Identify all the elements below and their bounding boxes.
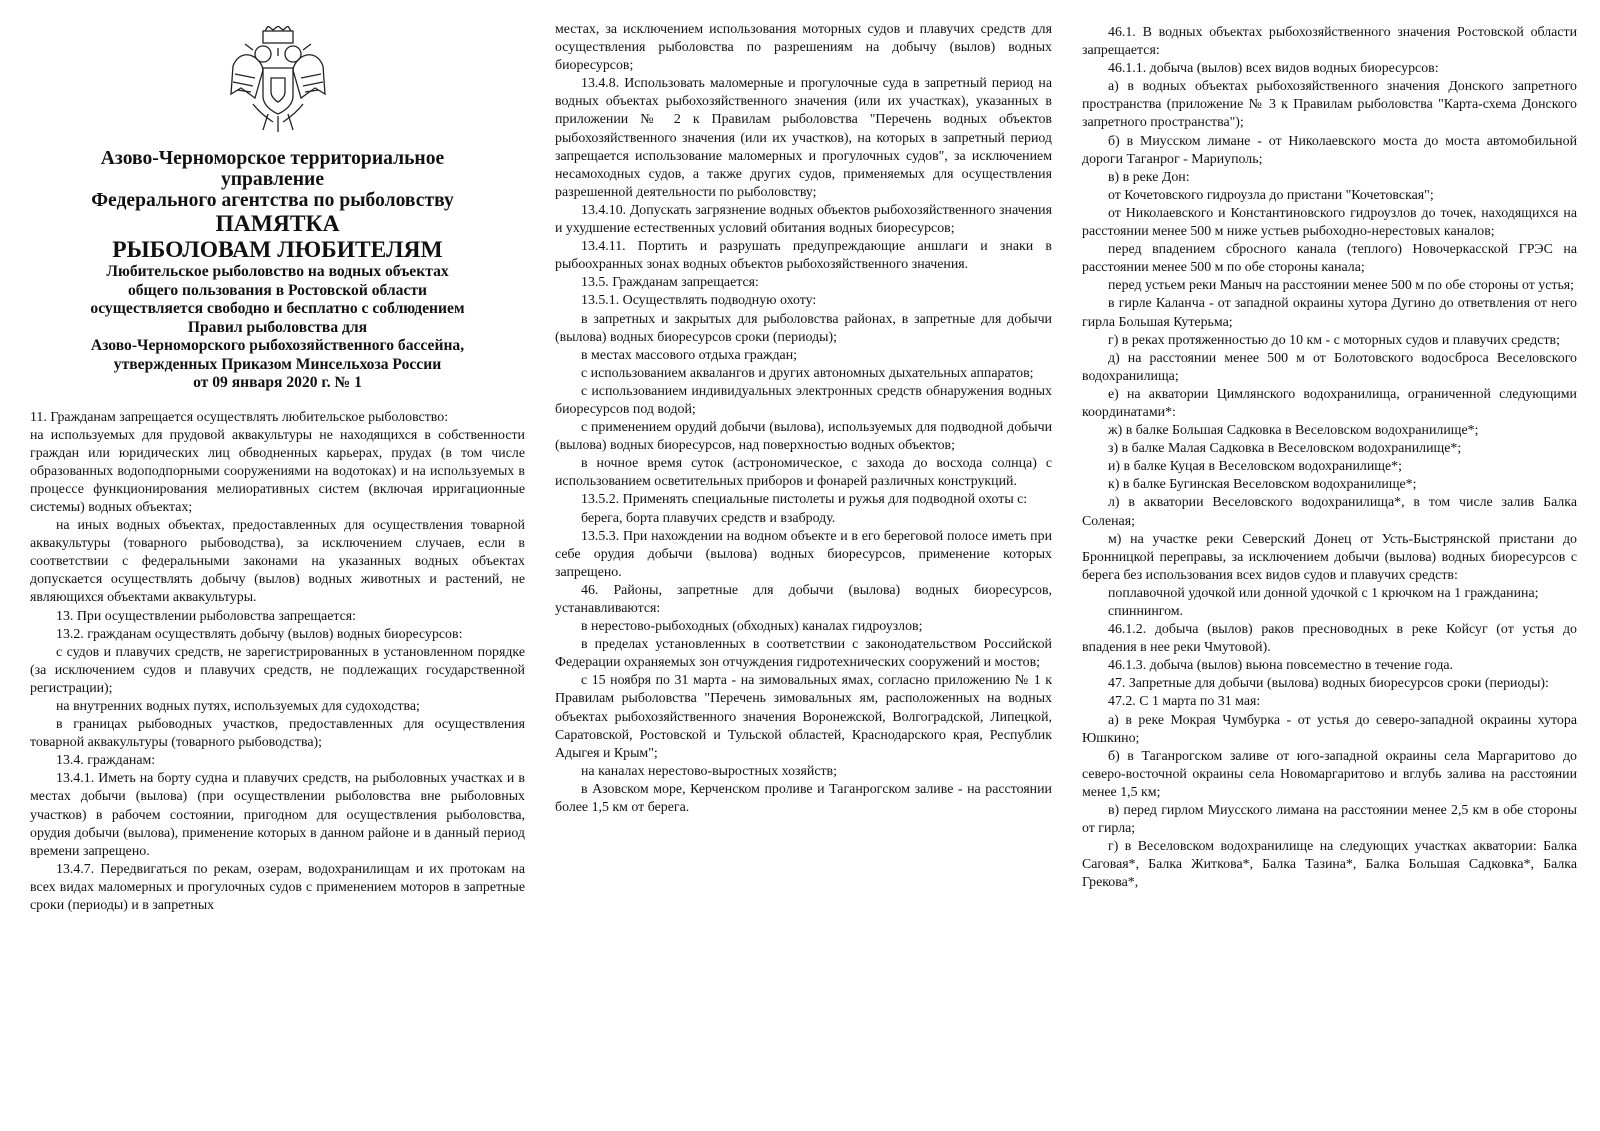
- column-3: [1082, 24, 1577, 893]
- paragraph: л) в акватории Веселовского водохранилища*, в том числе залив Балка Соленая;: [1082, 495, 1577, 529]
- paragraph: 13.5. Гражданам запрещается:: [581, 275, 759, 291]
- paragraph: на каналах нерестово-выростных хозяйств;: [581, 763, 837, 779]
- paragraph: к) в балке Бугинская Веселовском водохранилище*;: [1108, 477, 1417, 493]
- paragraph: 13.5.3. При нахождении на водном объекте и в его береговой полосе иметь при себе орудия добычи (вылова) водных биоресурсов, применение которых запрещено.: [555, 528, 1052, 580]
- paragraph: в ночное время суток (астрономическое, с захода до восхода солнца) с использованием осветительных приборов и фонарей различных конструкций.: [555, 456, 1052, 490]
- paragraph: местах, за исключением использования моторных судов и плавучих средств для осуществления рыболовства по разрешениям на добычу (вылов) водных биоресурсов;: [555, 22, 1052, 74]
- paragraph: а) в реке Мокрая Чумбурка - от устья до северо-западной окраины хутора Юшкино;: [1082, 712, 1577, 746]
- paragraph: в Азовском море, Керченском проливе и Таганрогском заливе - на расстоянии более 1,5 км от берега.: [555, 781, 1052, 816]
- paragraph: а) в водных объектах рыбохозяйственного значения Донского запретного пространства (приложение № 3 к Правилам рыболовства "Карта-схема Донского запретного пространства");: [1082, 79, 1577, 131]
- paragraph: поплавочной удочкой или донной удочкой с 1 крючком на 1 гражданина;: [1108, 585, 1539, 601]
- paragraph: в запретных и закрытых для рыболовства районах, в запретные для добычи (вылова) водных биоресурсов сроки (периоды);: [555, 311, 1052, 345]
- document-title: ПАМЯТКА РЫБОЛОВАМ ЛЮБИТЕЛЯМ: [112, 211, 443, 263]
- paragraph: на иных водных объектах, предоставленных для осуществления товарной аквакультуры (товарного рыбоводства), за исключением случаев, если в соответствии с федеральными законами на указанных водных объектах допускается осуществлять добычу (вылов) водных животных и растений, не являющихся объектами аквакультуры.: [30, 518, 525, 606]
- paragraph: 47.2. С 1 марта по 31 мая:: [1108, 694, 1261, 710]
- paragraph: 13.4.8. Использовать маломерные и прогулочные суда в запретный период на водных объектах рыбохозяйственного значения (или их участках), указанных в приложении № 2 к Правилам рыболовства "Перечень водных объектов рыбохозяйственного значения (или их участков), на которых в запретный период запрещается использование маломерных и прогулочных судов", за исключением несамоходных судов, а также других судов, применяемых для осуществления разрешенной деятельности по рыболовству;: [555, 76, 1052, 200]
- paragraph: от Кочетовского гидроузла до пристани "Кочетовская";: [1108, 187, 1434, 203]
- paragraph: с использованием аквалангов и других автономных дыхательных аппаратов;: [581, 365, 1034, 381]
- paragraph: 13.4.10. Допускать загрязнение водных объектов рыбохозяйственного значения и ухудшение естественных условий обитания водных биоресурсов;: [555, 202, 1052, 237]
- paragraph: 13.4.7. Передвигаться по рекам, озерам, водохранилищам и их протокам на всех видах маломерных и прогулочных судов с применением моторов в запретные сроки (периоды) и в запретных: [30, 861, 525, 914]
- paragraph: 11. Гражданам запрещается осуществлять любительское рыболовство:: [30, 409, 449, 425]
- paragraph: ж) в балке Большая Садковка в Веселовском водохранилище*;: [1108, 423, 1479, 439]
- paragraph: 46.1.2. добыча (вылов) раков пресноводных в реке Койсуг (от устья до впадения в нее реки Чмутовой).: [1082, 622, 1577, 656]
- column-1: [30, 22, 525, 915]
- paragraph: 13.2. гражданам осуществлять добычу (вылов) водных биоресурсов:: [56, 626, 463, 642]
- russian-coat-of-arms-icon: [223, 26, 333, 134]
- paragraph: е) на акватории Цимлянского водохранилища, ограниченной следующими координатами*:: [1082, 386, 1577, 420]
- paragraph: 13.4.11. Портить и разрушать предупреждающие аншлаги и знаки в рыбоохранных зонах водных объектов рыбохозяйственного значения.: [555, 239, 1052, 273]
- paragraph: 46.1. В водных объектах рыбохозяйственного значения Ростовской области запрещается:: [1082, 25, 1577, 59]
- paragraph: на используемых для прудовой аквакультуры не находящихся в собственности граждан или юридических лиц обводненных карьерах, прудах (в том числе образованных водоподпорными сооружениями на водотоках) и на используемых в процессе функционирования мелиоративных систем (включая ирригационные системы) водных объектах;: [30, 427, 525, 515]
- org-name: Азово-Черноморское территориальное управление Федерального агентства по рыболовству: [91, 148, 454, 211]
- paragraph: 13. При осуществлении рыболовства запрещается:: [56, 608, 357, 624]
- paragraph: 46.1.1. добыча (вылов) всех видов водных биоресурсов:: [1108, 61, 1439, 77]
- paragraph: в) перед гирлом Миусского лимана на расстоянии менее 2,5 км в обе стороны от гирла;: [1082, 803, 1577, 837]
- paragraph: в границах рыбоводных участков, предоставленных для осуществления товарной аквакультуры (товарного рыбоводства);: [30, 717, 525, 751]
- document-subtitle: Любительское рыболовство на водных объектах общего пользования в Ростовской области осуществляется свободно и бесплатно с соблюдением Правил рыболовства для Азово-Черноморского рыбохозяйственного бассейна, утвержденных Приказом Минсельхоза России от 09 января 2020 г. № 1: [90, 263, 465, 391]
- paragraph: с использованием индивидуальных электронных средств обнаружения водных биоресурсов под водой;: [555, 383, 1052, 417]
- paragraph: 46. Районы, запретные для добычи (вылова) водных биоресурсов, устанавливаются:: [555, 582, 1052, 616]
- paragraph: в гирле Каланча - от западной окраины хутора Дугино до ответвления от него гирла Большая Кутерьма;: [1082, 296, 1577, 330]
- paragraph: спиннингом.: [1108, 604, 1184, 619]
- paragraph: г) в Веселовском водохранилище на следующих участках акватории: Балка Саговая*, Балка Житкова*, Балка Тазина*, Балка Большая Садковка*, Балка Грекова*,: [1082, 839, 1577, 891]
- paragraph: в местах массового отдыха граждан;: [581, 347, 798, 363]
- paragraph: в) в реке Дон:: [1108, 169, 1190, 185]
- paragraph: м) на участке реки Северский Донец от Усть-Быстрянской пристани до Бронницкой переправы, за исключением добычи (вылова) водных биоресурсов с берега без использования всех видов судов и плавучих средств:: [1082, 531, 1577, 583]
- paragraph: 47. Запретные для добычи (вылова) водных биоресурсов сроки (периоды):: [1108, 676, 1549, 692]
- paragraph: б) в Таганрогском заливе от юго-западной окраины села Маргаритово до северо-восточной окраины села Новомаргаритово и вглубь залива на расстоянии менее 1,5 км;: [1082, 748, 1577, 800]
- paragraph: с 15 ноября по 31 марта - на зимовальных ямах, согласно приложению № 1 к Правилам рыболовства "Перечень зимовальных ям, расположенных на водных объектах рыбохозяйственного значения Воронежской, Волгоградской, Липецкой, Саратовской, Ростовской и Тульской областей, Краснодарского края, Республик Адыгея и Крым";: [555, 673, 1052, 761]
- paragraph: перед устьем реки Маныч на расстоянии менее 500 м по обе стороны от устья;: [1108, 278, 1575, 294]
- paragraph: 13.5.1. Осуществлять подводную охоту:: [581, 293, 817, 309]
- paragraph: б) в Миусском лимане - от Николаевского моста до моста автомобильной дороги Таганрог - Мариуполь;: [1082, 133, 1577, 167]
- paragraph: в пределах установленных в соответствии с законодательством Российской Федерации охраняемых зон отчуждения гидротехнических сооружений и мостов;: [555, 637, 1052, 671]
- paragraph: на внутренних водных путях, используемых для судоходства;: [56, 699, 420, 714]
- paragraph: 13.4. гражданам:: [56, 753, 156, 769]
- paragraph: с судов и плавучих средств, не зарегистрированных в установленном порядке (за исключением судов и плавучих средств, не подлежащих государственной регистрации);: [30, 644, 525, 696]
- paragraph: 13.4.1. Иметь на борту судна и плавучих средств, на рыболовных участках и в местах добычи (вылова) (при осуществлении рыболовства вне рыболовных участков) в рабочем состоянии, пригодном для осуществления рыболовства, орудия добычи (вылова), применение которых в данном районе и в данный период времени запрещено.: [30, 771, 525, 859]
- paragraph: г) в реках протяженностью до 10 км - с моторных судов и плавучих средств;: [1108, 332, 1560, 348]
- paragraph: и) в балке Куцая в Веселовском водохранилище*;: [1108, 459, 1402, 475]
- paragraph: перед впадением сбросного канала (теплого) Новочеркасской ГРЭС на расстоянии менее 500 м по обе стороны канала;: [1082, 242, 1577, 276]
- paragraph: в нерестово-рыбоходных (обходных) каналах гидроузлов;: [581, 619, 923, 635]
- paragraph: с применением орудий добычи (вылова), используемых для подводной добычи (вылова) водных биоресурсов, над поверхностью водных объектов;: [555, 420, 1052, 454]
- paragraph: д) на расстоянии менее 500 м от Болотовского водосброса Веселовского водохранилища;: [1082, 350, 1577, 384]
- paragraph: 13.5.2. Применять специальные пистолеты и ружья для подводной охоты с:: [581, 492, 1028, 508]
- paragraph: от Николаевского и Константиновского гидроузлов до точек, находящихся на расстоянии менее 500 м ниже устьев рыбоходно-нерестовых каналов;: [1082, 205, 1577, 240]
- paragraph: з) в балке Малая Садковка в Веселовском водохранилище*;: [1108, 441, 1462, 457]
- paragraph: 46.1.3. добыча (вылов) вьюна повсеместно в течение года.: [1108, 658, 1454, 674]
- column-2: [555, 21, 1052, 817]
- paragraph: берега, борта плавучих средств и взаброду.: [581, 510, 836, 526]
